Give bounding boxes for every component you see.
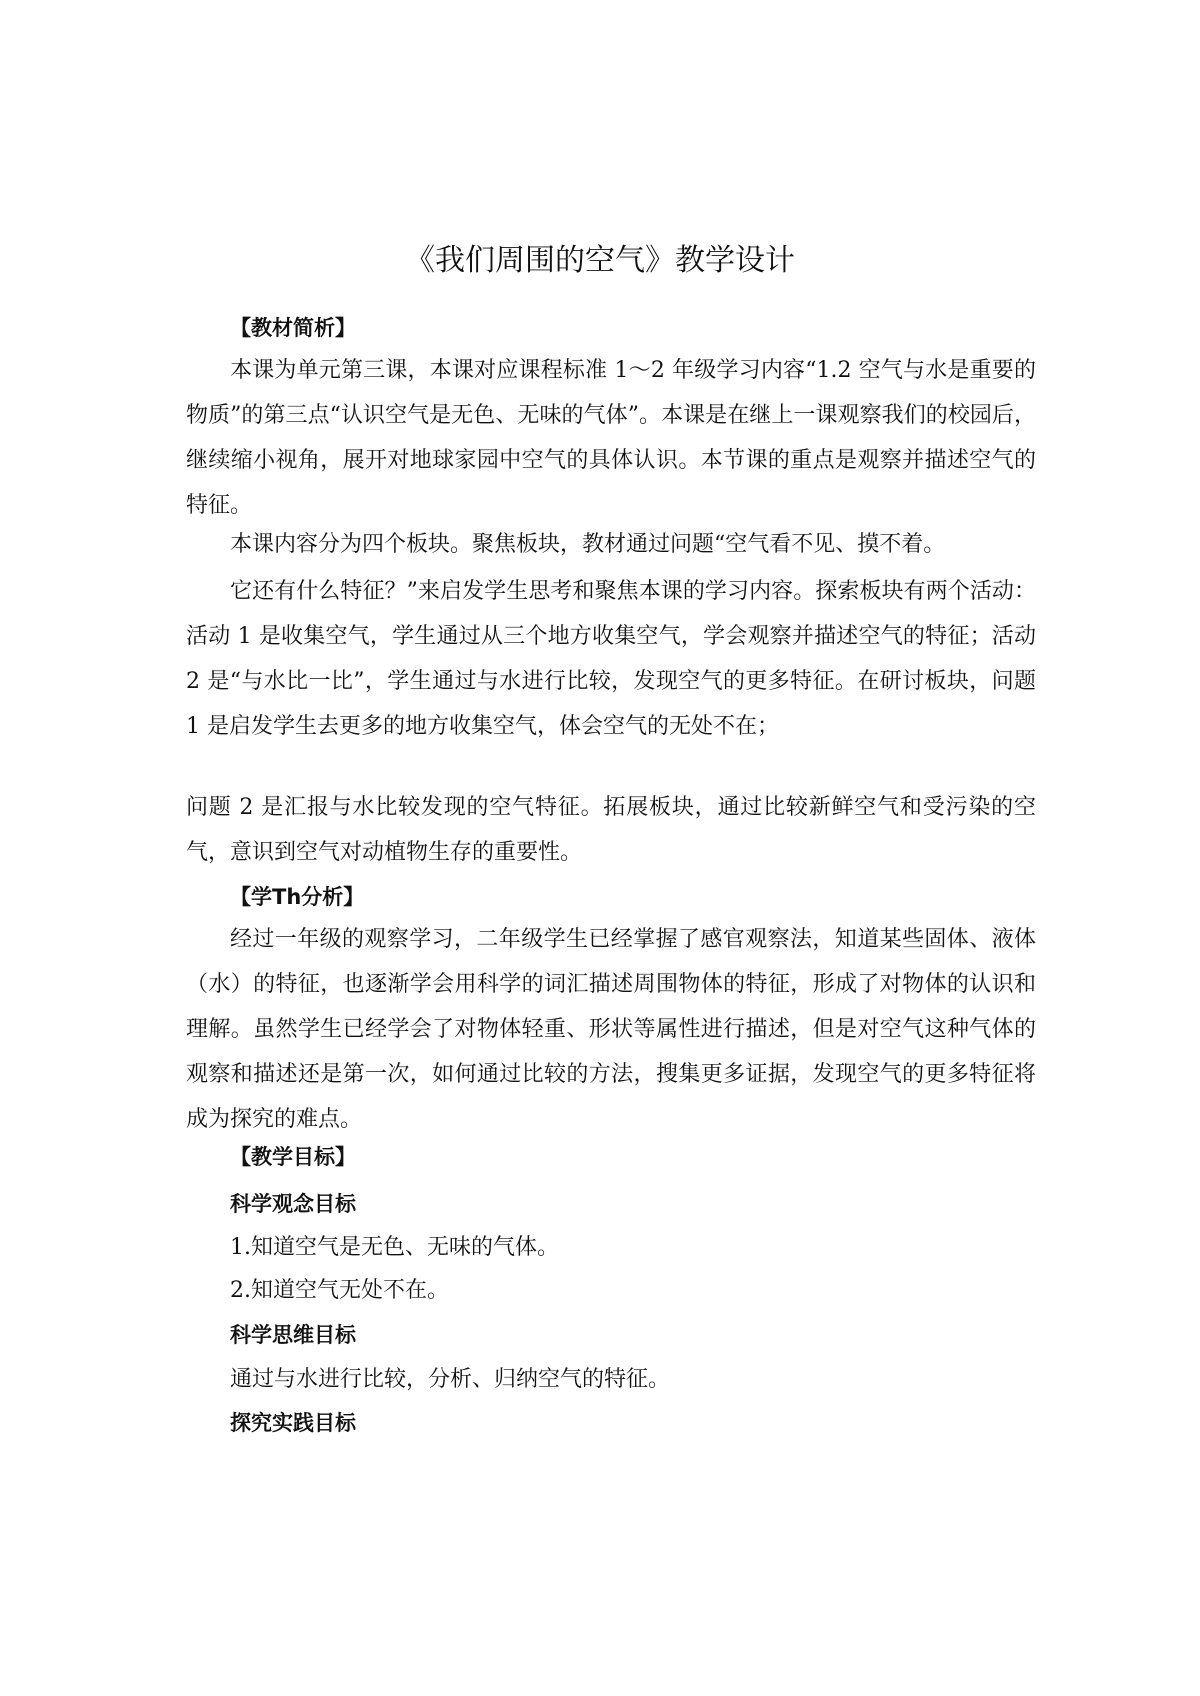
document-title: 《我们周围的空气》教学设计 [405, 243, 795, 278]
concept-goal-item-1: 1.知道空气是无色、无味的气体。 [230, 1235, 559, 1260]
paragraph-textbook-analysis-1: 本课为单元第三课，本课对应课程标准 1～2 年级学习内容“1.2 空气与水是重要的物质”的第三点“认识空气是无色、无味的气体”。本课是在继上一课观察我们的校园后，继续缩小视角，展开对地球家园中空气的具体认识。本节课的重点是观察并描述空气的特征。 [186, 358, 1036, 518]
section-heading-teaching-goals: 【教学目标】 [230, 1145, 356, 1169]
paragraph-textbook-analysis-3: 它还有什么特征？”来启发学生思考和聚焦本课的学习内容。探索板块有两个活动：活动 1 是收集空气，学生通过从三个地方收集空气，学会观察并描述空气的特征；活动 2 是“与水比一比”，学生通过与水进行比较，发现空气的更多特征。在研讨板块，问题 1 是启发学生去更多的地方收集空气，体会空气的无处不在； [186, 579, 1036, 739]
paragraph-textbook-analysis-4: 问题 2 是汇报与水比较发现的空气特征。拓展板块，通过比较新鲜空气和受污染的空气，意识到空气对动植物生存的重要性。 [186, 795, 1036, 865]
subheading-concept-goals: 科学观念目标 [230, 1192, 356, 1216]
concept-goal-item-2: 2.知道空气无处不在。 [230, 1278, 449, 1303]
paragraph-student-analysis: 经过一年级的观察学习，二年级学生已经掌握了感官观察法，知道某些固体、液体（水）的特征，也逐渐学会用科学的词汇描述周围物体的特征，形成了对物体的认识和理解。虽然学生已经学会了对物体轻重、形状等属性进行描述，但是对空气这种气体的观察和描述还是第一次，如何通过比较的方法，搜集更多证据，发现空气的更多特征将成为探究的难点。 [186, 927, 1036, 1132]
paragraph-textbook-analysis-2: 本课内容分为四个板块。聚焦板块，教材通过问题“空气看不见、摸不着。 [230, 532, 946, 557]
section-heading-student-analysis: 【学Th分析】 [230, 885, 365, 909]
thinking-goal-text: 通过与水进行比较，分析、归纳空气的特征。 [230, 1367, 671, 1392]
subheading-thinking-goals: 科学思维目标 [230, 1323, 356, 1347]
section-heading-textbook-analysis: 【教材简析】 [230, 316, 356, 340]
subheading-practice-goals: 探究实践目标 [230, 1411, 356, 1435]
